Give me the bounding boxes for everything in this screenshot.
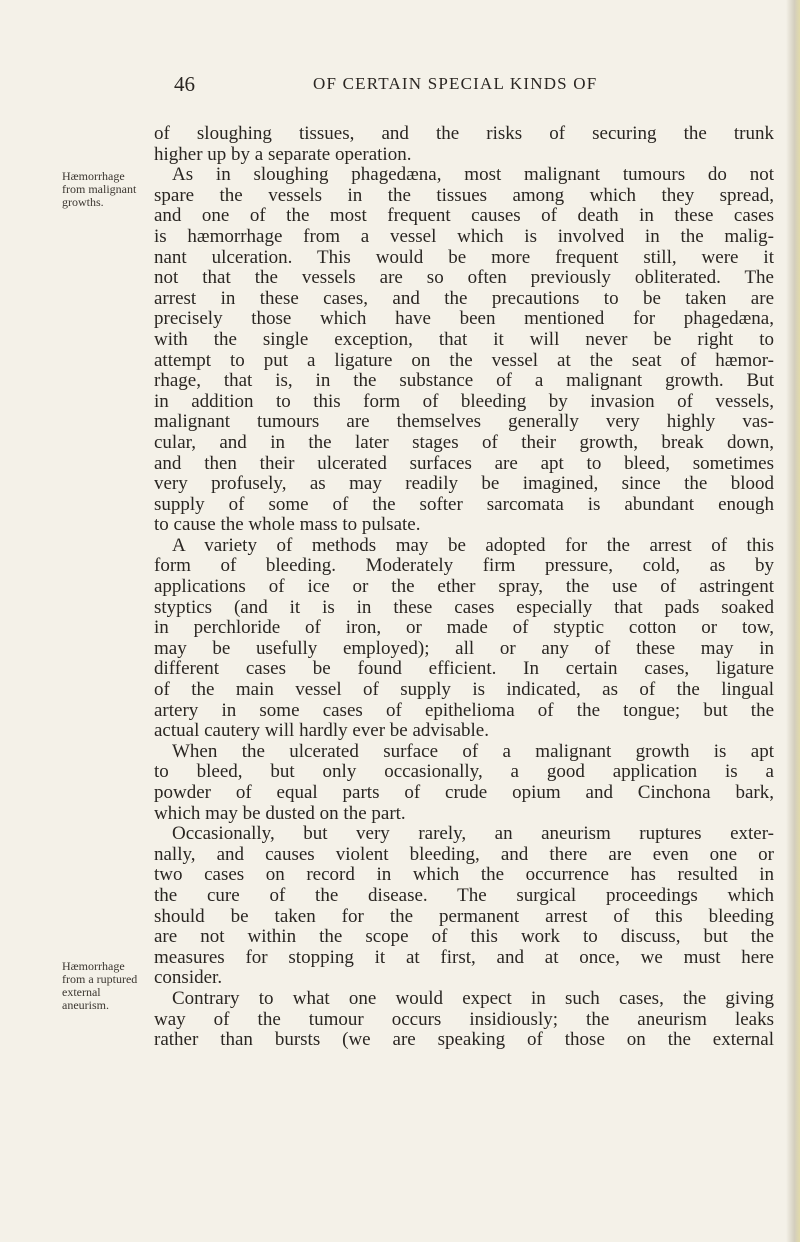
text-line: in addition to this form of bleeding by invasion of vessels, — [154, 390, 774, 412]
text-line: not that the vessels are so often previously obliterated. The — [154, 267, 774, 289]
page-header — [0, 72, 800, 102]
page-edge — [786, 0, 800, 1242]
text-line: are not within the scope of this work to discuss, but the — [154, 926, 774, 948]
running-head: OF CERTAIN SPECIAL KINDS OF — [313, 74, 598, 93]
text-line: consider. — [154, 967, 223, 989]
margin-note-haemorrhage-malignant — [62, 170, 136, 209]
margin-note-line: from a ruptured — [62, 972, 138, 986]
text-line: Contrary to what one would expect in such cases, the giving — [172, 987, 774, 1009]
text-line: higher up by a separate operation. — [154, 143, 412, 165]
text-line: nant ulceration. This would be more frequent still, were it — [154, 246, 774, 268]
margin-note-line: from malignant — [62, 182, 137, 196]
text-line: nally, and causes violent bleeding, and there are even one or — [154, 843, 774, 865]
margin-note-line: Hæmorrhage — [62, 169, 125, 183]
text-line: rather than bursts (we are speaking of those on the external — [154, 1029, 774, 1051]
text-line: in perchloride of iron, or made of styptic cotton or tow, — [154, 617, 774, 639]
text-line: actual cautery will hardly ever be advisable. — [154, 720, 489, 742]
body-text — [154, 124, 774, 1051]
text-line: spare the vessels in the tissues among which they spread, — [154, 184, 774, 206]
text-line: and one of the most frequent causes of death in these cases — [154, 205, 774, 227]
text-line: two cases on record in which the occurrence has resulted in — [154, 864, 774, 886]
text-line: supply of some of the softer sarcomata is abundant enough — [154, 493, 774, 515]
margin-note-line: growths. — [62, 195, 104, 209]
text-line: the cure of the disease. The surgical proceedings which — [154, 884, 774, 906]
text-line: precisely those which have been mentioned for phagedæna, — [154, 308, 774, 330]
page-number: 46 — [174, 72, 195, 96]
text-line: arrest in these cases, and the precautions to be taken are — [154, 287, 774, 309]
text-line: powder of equal parts of crude opium and Cinchona bark, — [154, 782, 774, 803]
text-line: styptics (and it is in these cases especially that pads soaked — [154, 596, 774, 618]
margin-note-haemorrhage-aneurism — [62, 960, 137, 1012]
text-line: very profusely, as may readily be imagined, since the blood — [154, 473, 774, 495]
text-line: to cause the whole mass to pulsate. — [154, 514, 421, 536]
text-line: to bleed, but only occasionally, a good application is a — [154, 761, 774, 783]
text-line: way of the tumour occurs insidiously; the aneurism leaks — [154, 1008, 774, 1030]
margin-note-line: Hæmorrhage — [62, 959, 125, 973]
text-line: and then their ulcerated surfaces are apt to bleed, sometimes — [154, 452, 774, 474]
text-line: attempt to put a ligature on the vessel at the seat of hæmor- — [154, 349, 774, 371]
text-line: applications of ice or the ether spray, the use of astringent — [154, 576, 774, 598]
text-line: cular, and in the later stages of their growth, break down, — [154, 431, 774, 453]
text-line: As in sloughing phagedæna, most malignant tumours do not — [172, 164, 774, 186]
text-line: rhage, that is, in the substance of a malignant growth. But — [154, 370, 774, 392]
text-line: of the main vessel of supply is indicated, as of the lingual — [154, 679, 774, 701]
text-line: artery in some cases of epithelioma of the tongue; but the — [154, 699, 774, 721]
text-line: may be usefully employed); all or any of these may in — [154, 637, 774, 659]
text-line: should be taken for the permanent arrest of this bleeding — [154, 905, 774, 927]
text-line: When the ulcerated surface of a malignant growth is apt — [172, 740, 774, 762]
text-line: malignant tumours are themselves generally very highly vas- — [154, 411, 774, 433]
margin-note-line: aneurism. — [62, 998, 109, 1012]
text-line: is hæmorrhage from a vessel which is involved in the malig- — [154, 225, 774, 247]
text-line: with the single exception, that it will never be right to — [154, 328, 774, 350]
margin-note-line: external — [62, 985, 101, 999]
text-line: Occasionally, but very rarely, an aneurism ruptures exter- — [172, 823, 774, 845]
text-line: different cases be found efficient. In certain cases, ligature — [154, 658, 774, 680]
text-line: A variety of methods may be adopted for the arrest of this — [172, 534, 774, 556]
text-line: measures for stopping it at first, and at once, we must here — [154, 946, 774, 968]
text-line: form of bleeding. Moderately firm pressure, cold, as by — [154, 555, 774, 577]
text-line: of sloughing tissues, and the risks of securing the trunk — [154, 123, 774, 144]
text-line: which may be dusted on the part. — [154, 802, 406, 824]
